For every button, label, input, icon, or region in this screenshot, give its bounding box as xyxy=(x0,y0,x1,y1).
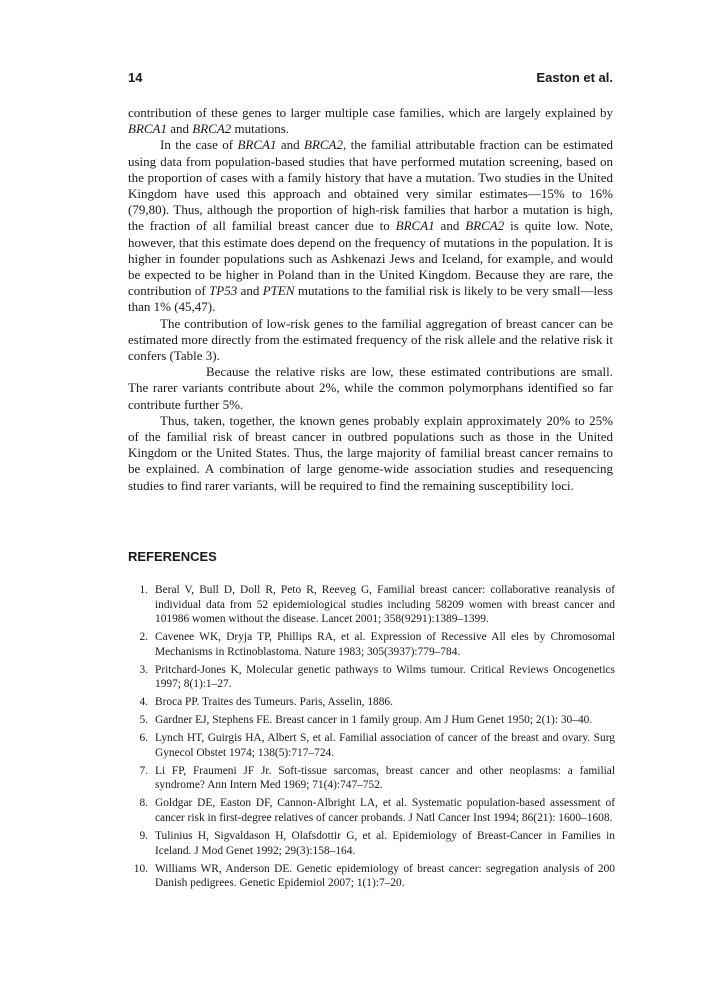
paragraph-5: Thus, taken, together, the known genes probably explain approximately 20% to 25% of the familial risk of breast cancer in outbred populations such as those in the United Kingdom or the United States. Thus, the large majority of familial breast cancer remains to be explained. A combination of large genome-wide association studies and resequencing studies to find rarer variants, will be required to find the remaining susceptibility loci. xyxy=(128,412,613,493)
reference-number: 7. xyxy=(139,764,148,777)
reference-number: 2. xyxy=(139,631,148,644)
reference-item xyxy=(128,731,615,760)
reference-text: Cavenee WK, Dryja TP, Phillips RA, et al. Expression of Recessive All eles by Chromosomal Mechanisms in Rctinoblastoma. Nature 1983; 305(3937):779–784. xyxy=(155,631,615,658)
body-text xyxy=(128,105,613,494)
reference-item xyxy=(128,764,615,793)
running-title: Easton et al. xyxy=(536,70,613,85)
reference-item xyxy=(128,862,615,891)
paragraph-4: Because the relative risks are low, these estimated contributions are small. The rarer variants contribute about 2%, while the common polymorphans identified so far contribute further 5%. xyxy=(128,364,613,412)
gene-name: BRCA2 xyxy=(192,121,232,137)
running-head xyxy=(128,70,613,90)
paragraph-1: contribution of these genes to larger multiple case families, which are largely explained by BRCA1 and BRCA2 mutations. xyxy=(128,105,613,137)
reference-number: 1. xyxy=(139,584,148,596)
reference-list xyxy=(128,583,615,894)
paragraph-2: In the case of BRCA1 and BRCA2, the familial attributable fraction can be estimated using data from population-based studies that have performed mutation screening, based on the proportion of cases with a family history that have a mutation. Two studies in the United Kingdom have used this approach and obtained very similar estimates—15% to 16% (79,80). Thus, although the proportion of high-risk families that harbor a mutation is high, the fraction of all familial breast cancer due to BRCA1 and BRCA2 is quite low. Note, however, that this estimate does depend on the frequency of mutations in the population. It is higher in founder populations such as Ashkenazi Jews and Iceland, for example, and would be expected to be higher in Poland than in the United Kingdom. Because they are rare, the contribution of TP53 and PTEN mutations to the familial risk is likely to be very small—less than 1% (45,47). xyxy=(128,137,614,315)
reference-item xyxy=(128,713,615,728)
gene-name: BRCA1 xyxy=(395,218,435,234)
gene-name: PTEN xyxy=(262,283,295,299)
reference-number: 8. xyxy=(139,797,148,810)
gene-name: TP53 xyxy=(209,283,238,299)
reference-item xyxy=(128,663,615,692)
reference-text: Gardner EJ, Stephens FE. Breast cancer in 1 family group. Am J Hum Genet 1950; 2(1): 30–40. xyxy=(155,714,593,727)
reference-item xyxy=(128,829,615,858)
reference-text: Goldgar DE, Easton DF, Cannon-Albright LA, et al. Systematic population-based assessment of cancer risk in first-degree relatives of cancer probands. J Natl Cancer Inst 1994; 86(21): 1600–1608. xyxy=(155,797,615,825)
reference-text: Li FP, Fraumeni JF Jr. Soft-tissue sarcomas, breast cancer and other neoplasms: a familial syndrome? Ann Intern Med 1969; 71(4):747–752. xyxy=(155,764,615,792)
reference-number: 5. xyxy=(139,714,148,727)
reference-number: 10. xyxy=(133,862,148,875)
reference-text: Williams WR, Anderson DE. Genetic epidemiology of breast cancer: segregation analysis of 200 Danish pedigrees. Genetic Epidemiol 2007; 1(1):7–20. xyxy=(155,862,615,890)
reference-text: Broca PP. Traites des Tumeurs. Paris, Asselin, 1886. xyxy=(155,696,393,709)
gene-name: BRCA1 xyxy=(128,121,167,137)
page-number: 14 xyxy=(128,70,143,85)
gene-name: BRCA2 xyxy=(304,137,343,153)
reference-text: Pritchard-Jones K, Molecular genetic pathways to Wilms tumour. Critical Reviews Oncogenetics 1997; 8(1):1–27. xyxy=(155,663,615,691)
reference-number: 4. xyxy=(139,696,148,709)
reference-item xyxy=(128,796,615,825)
reference-item xyxy=(128,695,615,710)
reference-item xyxy=(128,630,615,659)
paragraph-3: The contribution of low-risk genes to the familial aggregation of breast cancer can be estimated more directly from the estimated frequency of the risk allele and the relative risk it confers (Table 3). xyxy=(128,315,613,364)
reference-number: 3. xyxy=(139,663,148,676)
reference-text: Beral V, Bull D, Doll R, Peto R, Reeveg G, Familial breast cancer: collaborative reanalysis of individual data from 52 epidemiological studies including 58209 women with breast cancer and 101986 women without the disease. Lancet 2001; 358(9291):1389–1399. xyxy=(155,584,615,626)
reference-number: 9. xyxy=(139,830,148,843)
gene-name: BRCA1 xyxy=(237,137,277,153)
gene-name: BRCA2 xyxy=(465,218,505,234)
reference-item xyxy=(128,583,615,627)
reference-number: 6. xyxy=(139,732,148,745)
reference-text: Lynch HT, Guirgis HA, Albert S, et al. Familial association of cancer of the breast and ovary. Surg Gynecol Obstet 1974; 138(5):717–724. xyxy=(155,732,615,759)
reference-text: Tulinius H, Sigvaldason H, Olafsdottir G, et al. Epidemiology of Breast-Cancer in Families in Iceland. J Mod Genet 1992; 29(3):158–164. xyxy=(155,830,615,857)
references-heading: REFERENCES xyxy=(128,549,217,564)
